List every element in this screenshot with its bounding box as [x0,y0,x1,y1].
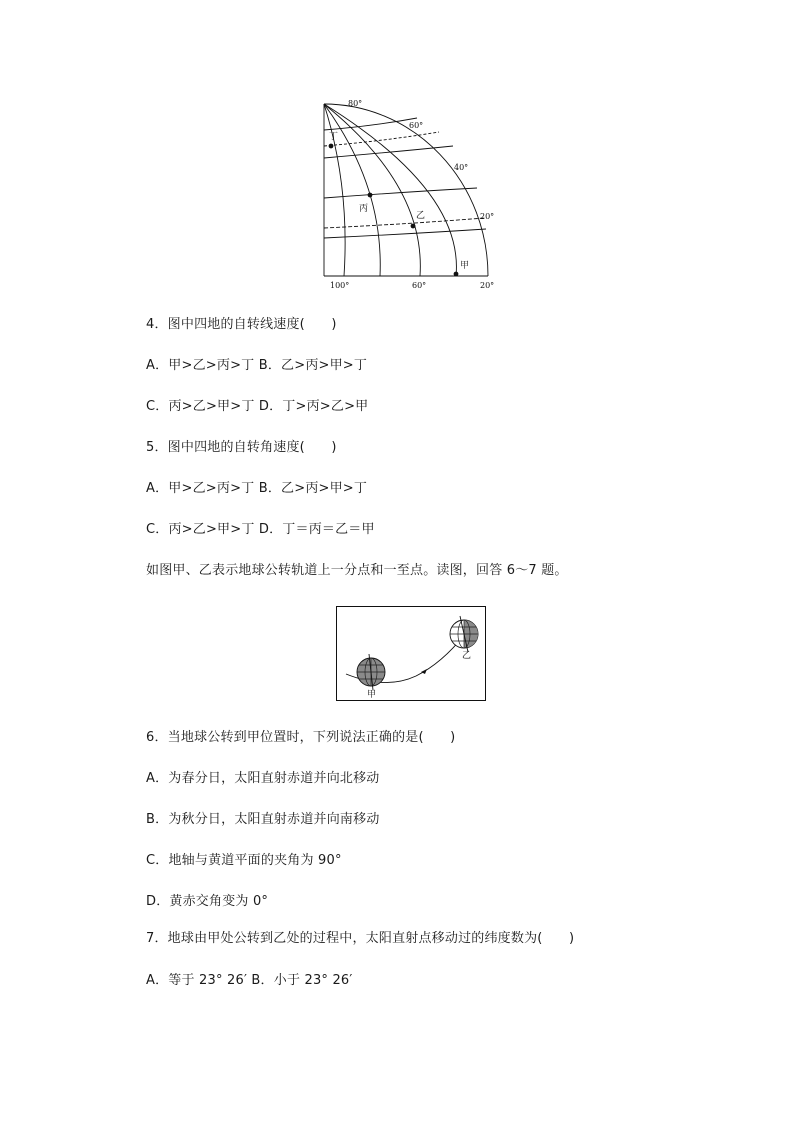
question-6-option-d: D．黄赤交角变为 0° [146,894,269,909]
graticule-figure [314,96,504,296]
question-5-option-cd: C．丙>乙>甲>丁 D．丁＝丙＝乙＝甲 [146,522,375,537]
question-6-stem: 6．当地球公转到甲位置时，下列说法正确的是( ) [146,730,456,745]
point-label-ding: 丁 [329,132,339,142]
question-4-stem: 4．图中四地的自转线速度( ) [146,317,337,332]
intro-text: 如图甲、乙表示地球公转轨道上一分点和一至点。读图，回答 6～7 题。 [146,563,568,578]
question-4-option-ab: A．甲>乙>丙>丁 B．乙>丙>甲>丁 [146,358,368,373]
question-5-stem: 5．图中四地的自转角速度( ) [146,440,337,455]
point-label-bing: 丙 [359,204,369,214]
lon-label-20: 20° [480,281,495,290]
lat-label-60: 60° [409,121,424,130]
lat-label-40: 40° [454,163,469,172]
point-label-jia: 甲 [460,261,470,271]
globe-label-yi: 乙 [462,651,472,661]
orbit-figure [336,606,486,702]
question-7-option-ab: A．等于 23° 26′ B．小于 23° 26′ [146,973,353,988]
globe-label-jia: 甲 [367,690,377,700]
question-4-option-cd: C．丙>乙>甲>丁 D．丁>丙>乙>甲 [146,399,369,414]
question-6-option-c: C．地轴与黄道平面的夹角为 90° [146,853,342,868]
lon-label-100: 100° [330,281,350,290]
point-label-yi: 乙 [416,211,426,221]
question-6-option-a: A．为春分日，太阳直射赤道并向北移动 [146,771,380,786]
question-6-option-b: B．为秋分日，太阳直射赤道并向南移动 [146,812,380,827]
question-5-option-ab: A．甲>乙>丙>丁 B．乙>丙>甲>丁 [146,481,368,496]
question-7-stem: 7．地球由甲处公转到乙处的过程中，太阳直射点移动过的纬度数为( ) [146,931,575,946]
lat-label-20: 20° [480,212,495,221]
lat-label-80: 80° [348,99,363,108]
lon-label-60: 60° [412,281,427,290]
